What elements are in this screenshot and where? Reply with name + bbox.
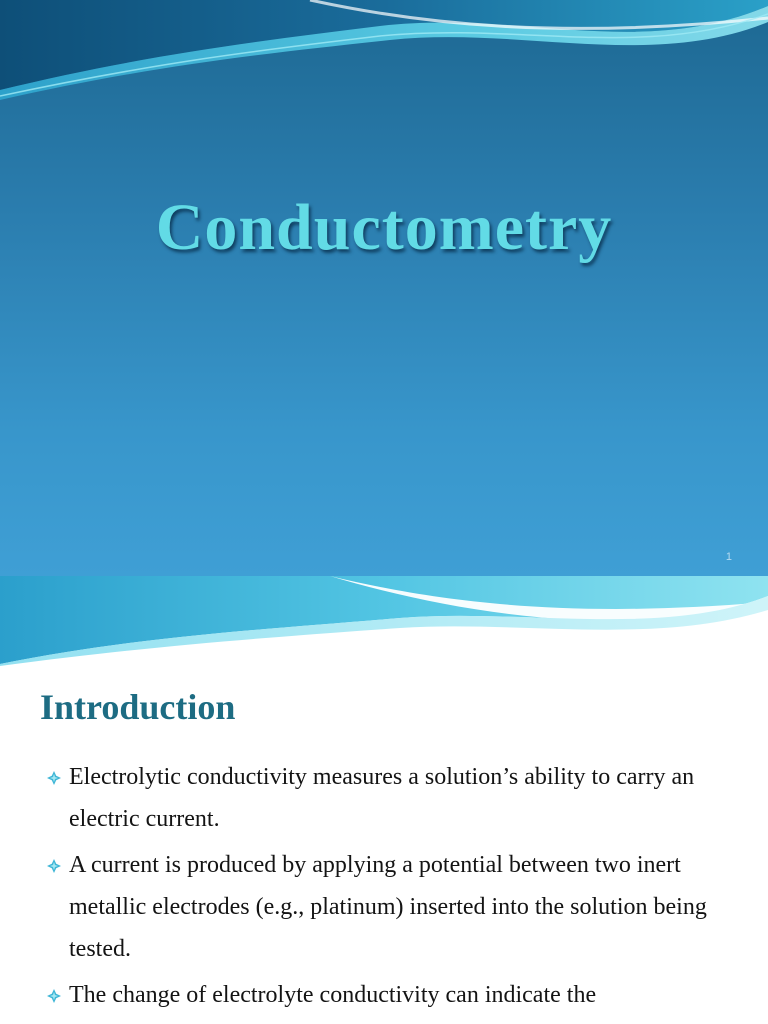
bullet-text: The change of electrolyte conductivity can indicate the: [69, 982, 597, 1008]
bullet-item: [46, 756, 736, 840]
header-wave-decoration: [0, 576, 768, 666]
bullet-text: A current is produced by applying a potential between two inert metallic electrodes (e.g., platinum) inserted into the solution being tested.: [69, 852, 707, 962]
bullet-text: Electrolytic conductivity measures a solution’s ability to carry an electric current.: [69, 764, 695, 832]
slide-2: [0, 576, 768, 1024]
diamond-bullet-icon: [47, 771, 61, 785]
diamond-bullet-icon: [47, 859, 61, 873]
header-wave-decoration: [0, 0, 768, 110]
diamond-bullet-icon: [47, 989, 61, 1003]
slide-heading: Introduction: [40, 687, 236, 727]
slide-number: 1: [725, 551, 732, 563]
bullet-list: [46, 756, 736, 1020]
slide-title: Conductometry: [155, 191, 613, 264]
bullet-item: [46, 844, 736, 970]
bullet-item: [46, 974, 736, 1016]
